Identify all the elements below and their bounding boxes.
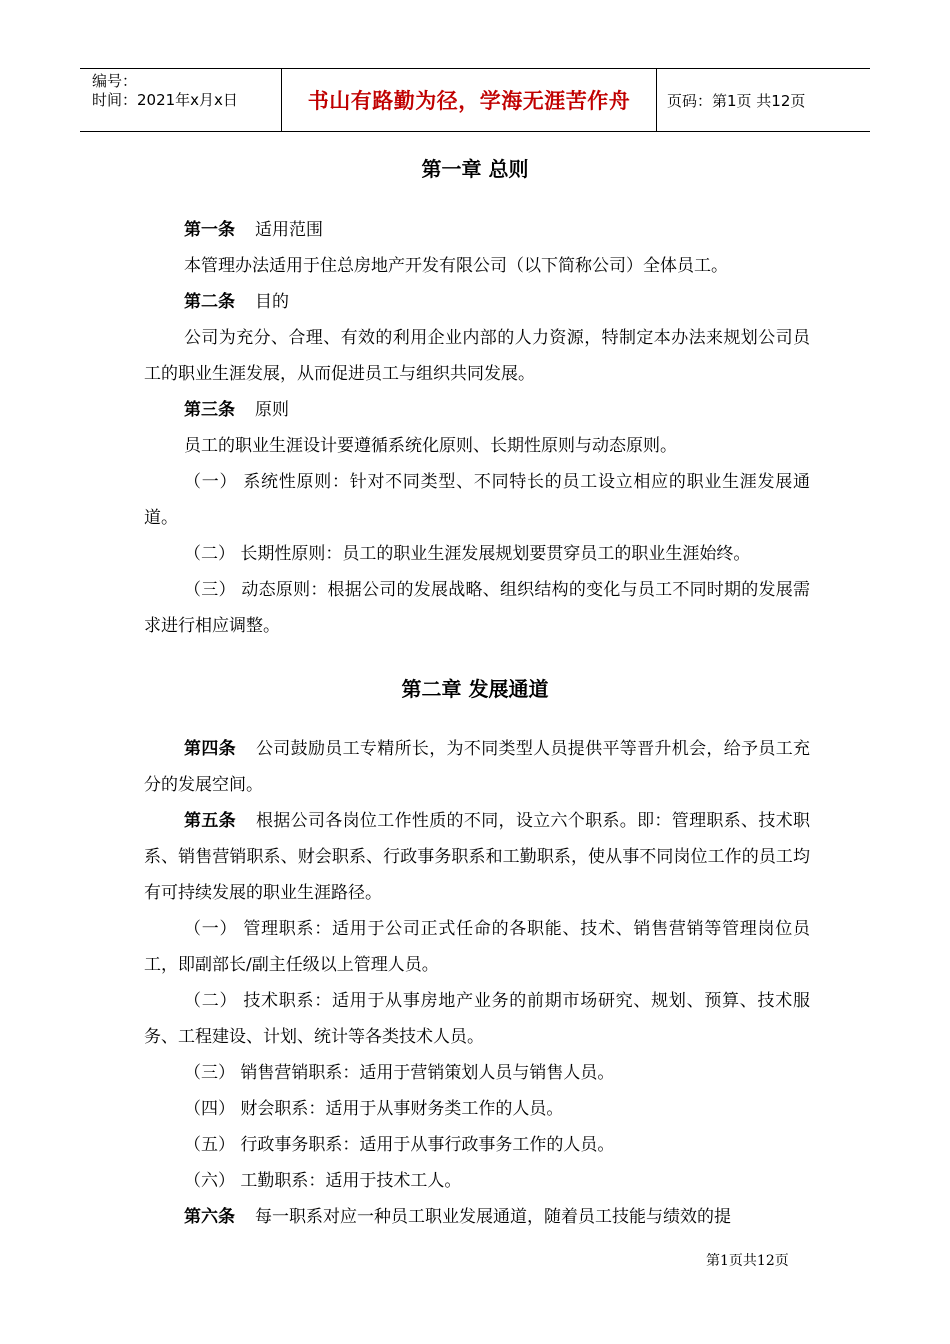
- header-meta: [80, 69, 281, 131]
- article-2-text: 公司为充分、合理、有效的利用企业内部的人力资源，特制定本办法来规划公司员工的职业生涯发展，从而促进员工与组织共同发展。: [144, 328, 810, 384]
- article-4-text: 公司鼓励员工专精所长，为不同类型人员提供平等晋升机会，给予员工充分的发展空间。: [144, 739, 811, 795]
- chapter-1-body: [144, 212, 810, 644]
- page-footer: 第1页共12页: [706, 1253, 789, 1269]
- article-3-text: 员工的职业生涯设计要遵循系统化原则、长期性原则与动态原则。: [184, 436, 677, 456]
- article-3-label: 第三条: [184, 400, 235, 420]
- article-6: [144, 1199, 810, 1235]
- principle-1: （一） 系统性原则：针对不同类型、不同特长的员工设立相应的职业生涯发展通道。: [144, 472, 810, 528]
- series-1: （一） 管理职系：适用于公司正式任命的各职能、技术、销售营销等管理岗位员工，即副部长/副主任级以上管理人员。: [144, 919, 810, 975]
- series-6: （六） 工勤职系：适用于技术工人。: [184, 1171, 462, 1191]
- series-5: （五） 行政事务职系：适用于从事行政事务工作的人员。: [184, 1135, 615, 1155]
- series-2: （二） 技术职系：适用于从事房地产业务的前期市场研究、规划、预算、技术服务、工程建设、计划、统计等各类技术人员。: [144, 991, 810, 1047]
- series-4: （四） 财会职系：适用于从事财务类工作的人员。: [184, 1099, 564, 1119]
- article-2-title: 目的: [255, 292, 289, 312]
- series-3: （三） 销售营销职系：适用于营销策划人员与销售人员。: [184, 1063, 615, 1083]
- article-4-label: 第四条: [184, 739, 236, 759]
- article-1-heading: [144, 212, 810, 248]
- principle-3: （三） 动态原则：根据公司的发展战略、组织结构的变化与员工不同时期的发展需求进行相应调整。: [144, 580, 810, 636]
- article-5: [144, 803, 810, 911]
- article-3-heading: [144, 392, 810, 428]
- chapter-2-title: 第二章 发展通道: [401, 677, 549, 701]
- article-1-title: 适用范围: [255, 220, 323, 240]
- article-5-text: 根据公司各岗位工作性质的不同，设立六个职系。即：管理职系、技术职系、销售营销职系、财会职系、行政事务职系和工勤职系，使从事不同岗位工作的员工均有可持续发展的职业生涯路径。: [144, 811, 811, 903]
- article-2-heading: [144, 284, 810, 320]
- article-6-label: 第六条: [184, 1207, 235, 1227]
- chapter-1-title: 第一章 总则: [421, 157, 529, 181]
- page-header: [80, 68, 870, 132]
- principle-2: （二） 长期性原则：员工的职业生涯发展规划要贯穿员工的职业生涯始终。: [184, 544, 751, 564]
- header-page-info: 页码：第1页 共12页: [667, 91, 806, 110]
- article-4: [144, 731, 810, 803]
- article-1-text: 本管理办法适用于住总房地产开发有限公司（以下简称公司）全体员工。: [184, 256, 728, 276]
- doc-number-label: 编号：: [92, 72, 138, 90]
- article-6-text: 每一职系对应一种员工职业发展通道，随着员工技能与绩效的提: [255, 1207, 731, 1227]
- chapter-2-body: [144, 731, 810, 1235]
- article-2-label: 第二条: [184, 292, 235, 312]
- header-motto: 书山有路勤为径，学海无涯苦作舟: [281, 69, 657, 131]
- article-3-title: 原则: [255, 400, 289, 420]
- doc-time-label: 时间：2021年x月x日: [92, 91, 238, 109]
- article-5-label: 第五条: [184, 811, 236, 831]
- article-1-label: 第一条: [184, 220, 235, 240]
